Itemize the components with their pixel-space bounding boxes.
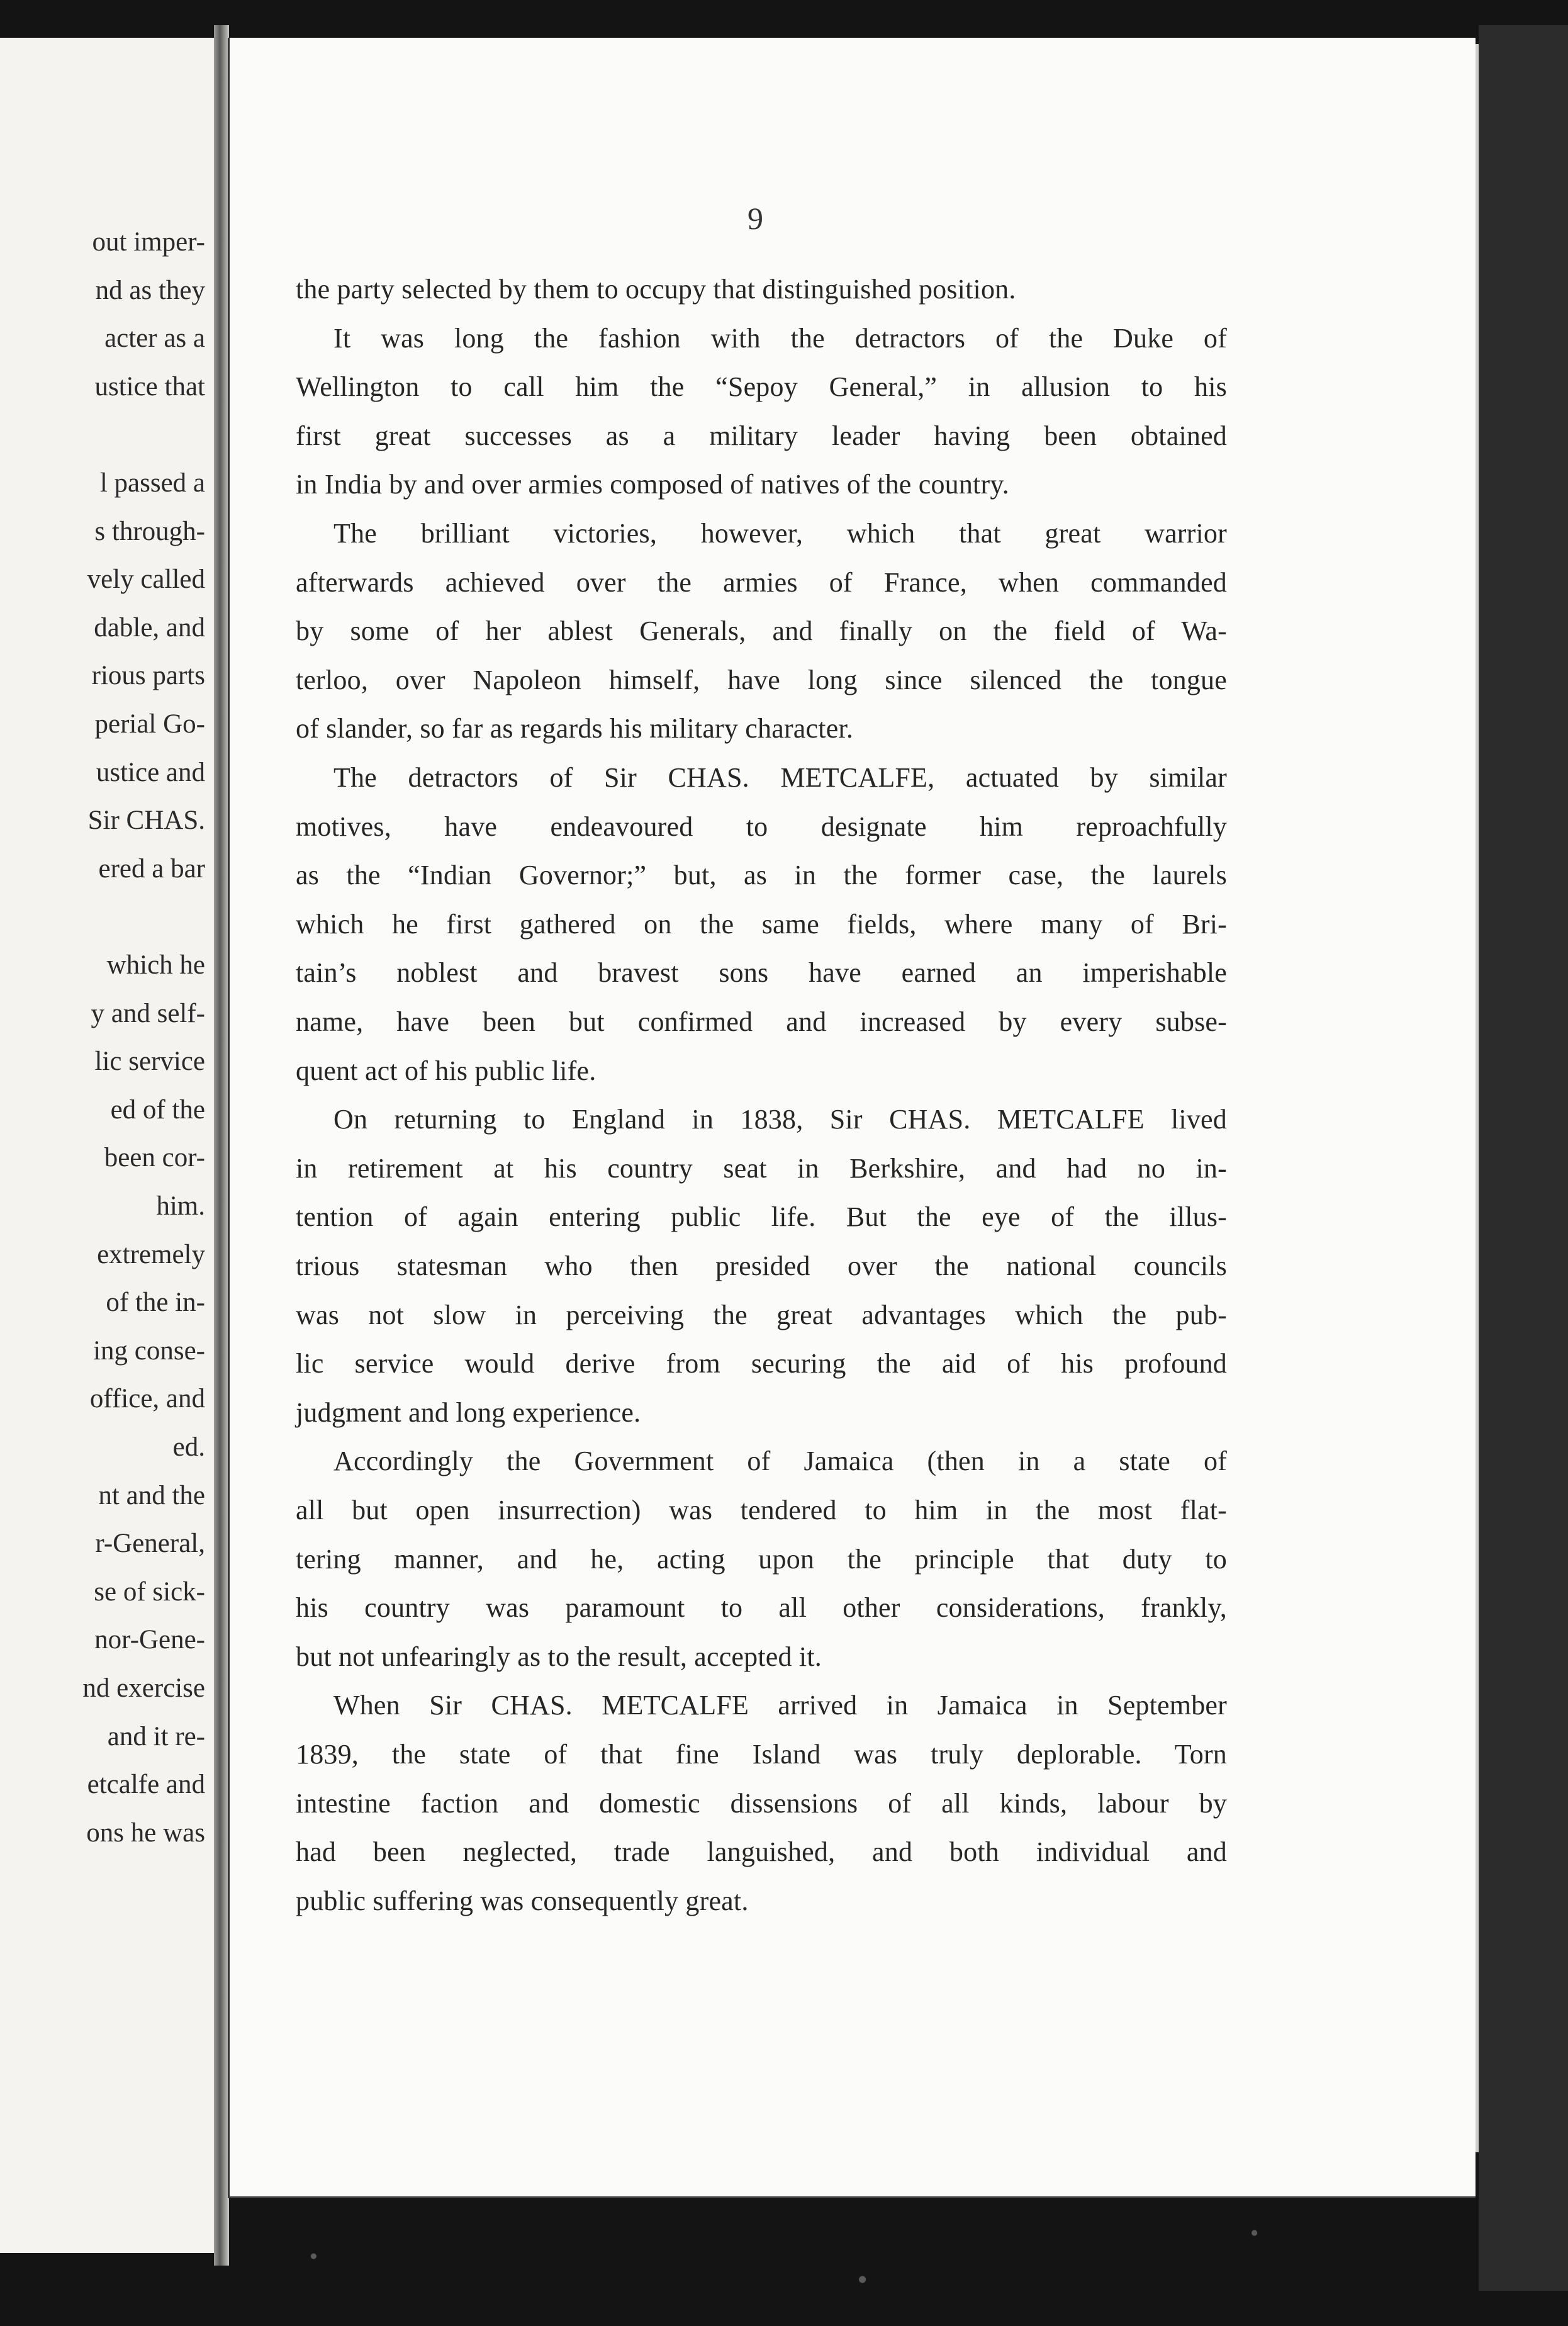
text-line: had been neglected, trade languished, and both individual and xyxy=(296,1836,1227,1868)
text-line: terloo, over Napoleon himself, have long since silenced the tongue xyxy=(296,664,1227,695)
previous-page-line: nor-Gene- xyxy=(94,1625,205,1655)
previous-page-line: him. xyxy=(156,1191,205,1221)
previous-page-line: y and self- xyxy=(91,998,205,1028)
previous-page-line: ered a bar xyxy=(98,853,205,884)
text-line: tention of again entering public life. But the eye of the illus- xyxy=(296,1201,1227,1233)
text-line: Wellington to call him the “Sepoy General,” in allusion to his xyxy=(296,371,1227,403)
text-line: lic service would derive from securing the aid of his profound xyxy=(296,1348,1227,1379)
previous-page-line: lic service xyxy=(94,1047,205,1077)
text-line: intestine faction and domestic dissensions of all kinds, labour by xyxy=(296,1787,1227,1819)
text-line: 1839, the state of that fine Island was truly deplorable. Torn xyxy=(296,1739,1227,1770)
text-line: of slander, so far as regards his military character. xyxy=(296,713,854,744)
previous-page-line: ed of the xyxy=(110,1094,205,1125)
text-line: tain’s noblest and bravest sons have earned an imperishable xyxy=(296,957,1227,989)
text-line: by some of her ablest Generals, and finally on the field of Wa- xyxy=(296,615,1227,647)
page-number: 9 xyxy=(748,201,763,236)
previous-page-line: nd exercise xyxy=(82,1673,205,1703)
previous-page-fragment xyxy=(0,38,214,2253)
previous-page-line: se of sick- xyxy=(94,1576,205,1607)
previous-page-line: out imper- xyxy=(92,227,205,257)
previous-page-line: s through- xyxy=(94,516,205,546)
previous-page-line: and it re- xyxy=(107,1721,205,1751)
previous-page-line: ed. xyxy=(172,1432,205,1462)
text-line: all but open insurrection) was tendered to him in the most flat- xyxy=(296,1495,1227,1525)
text-line: trious statesman who then presided over the national councils xyxy=(296,1250,1227,1281)
previous-page-line: nd as they xyxy=(95,275,205,305)
text-line: first great successes as a military leader having been obtained xyxy=(296,420,1227,451)
previous-page-line: dable, and xyxy=(94,612,205,643)
text-line: as the “Indian Governor;” but, as in the former case, the laurels xyxy=(296,860,1227,891)
previous-page-line: which he xyxy=(106,950,205,980)
previous-page-line: nt and the xyxy=(98,1480,205,1510)
text-line: Accordingly the Government of Jamaica (then in a state of xyxy=(333,1446,1227,1477)
previous-page-line: extremely xyxy=(97,1239,205,1269)
text-line: but not unfearingly as to the result, accepted it. xyxy=(296,1641,822,1672)
previous-page-line: ing conse- xyxy=(93,1335,205,1366)
text-line: tering manner, and he, acting upon the principle that duty to xyxy=(296,1543,1227,1575)
text-line: name, have been but confirmed and increased by every subse- xyxy=(296,1006,1227,1037)
text-line: It was long the fashion with the detractors of the Duke of xyxy=(333,322,1227,354)
text-line: in retirement at his country seat in Berkshire, and had no in- xyxy=(296,1152,1227,1184)
previous-page-line: ustice and xyxy=(96,757,205,787)
text-line: the party selected by them to occupy that distinguished position. xyxy=(296,274,1016,305)
previous-page-line: vely called xyxy=(87,565,205,595)
text-line: afterwards achieved over the armies of France, when commanded xyxy=(296,566,1227,598)
previous-page-line: office, and xyxy=(89,1384,205,1414)
text-line: motives, have endeavoured to designate him reproachfully xyxy=(296,811,1227,842)
previous-page-line: ons he was xyxy=(86,1818,205,1848)
text-line: public suffering was consequently great. xyxy=(296,1885,749,1916)
text-line: was not slow in perceiving the great advantages which the pub- xyxy=(296,1299,1227,1330)
previous-page-line: been cor- xyxy=(104,1143,205,1173)
previous-page-line: perial Go- xyxy=(94,709,205,739)
previous-page-line: of the in- xyxy=(106,1288,205,1318)
previous-page-line: Sir CHAS. xyxy=(87,806,205,836)
previous-page-line: rious parts xyxy=(91,661,205,691)
text-line: On returning to England in 1838, Sir CHAS. METCALFE lived xyxy=(333,1104,1227,1135)
text-line: his country was paramount to all other considerations, frankly, xyxy=(296,1592,1227,1624)
text-line: judgment and long experience. xyxy=(296,1396,641,1428)
previous-page-line: ustice that xyxy=(94,371,205,402)
previous-page-line: r-General, xyxy=(95,1529,205,1559)
book-cover-edge xyxy=(1479,25,1568,2291)
text-line: which he first gathered on the same fields, where many of Bri- xyxy=(296,908,1227,940)
book-gutter xyxy=(214,25,229,2266)
previous-page-line: l passed a xyxy=(99,468,205,498)
previous-page-line: etcalfe and xyxy=(87,1770,205,1800)
text-line: in India by and over armies composed of natives of the country. xyxy=(296,469,1009,500)
text-line: The detractors of Sir CHAS. METCALFE, actuated by similar xyxy=(333,762,1227,793)
text-line: quent act of his public life. xyxy=(296,1055,596,1086)
text-line: The brilliant victories, however, which that great warrior xyxy=(333,518,1227,549)
previous-page-line: acter as a xyxy=(104,323,205,354)
text-line: When Sir CHAS. METCALFE arrived in Jamaica in September xyxy=(333,1690,1227,1721)
